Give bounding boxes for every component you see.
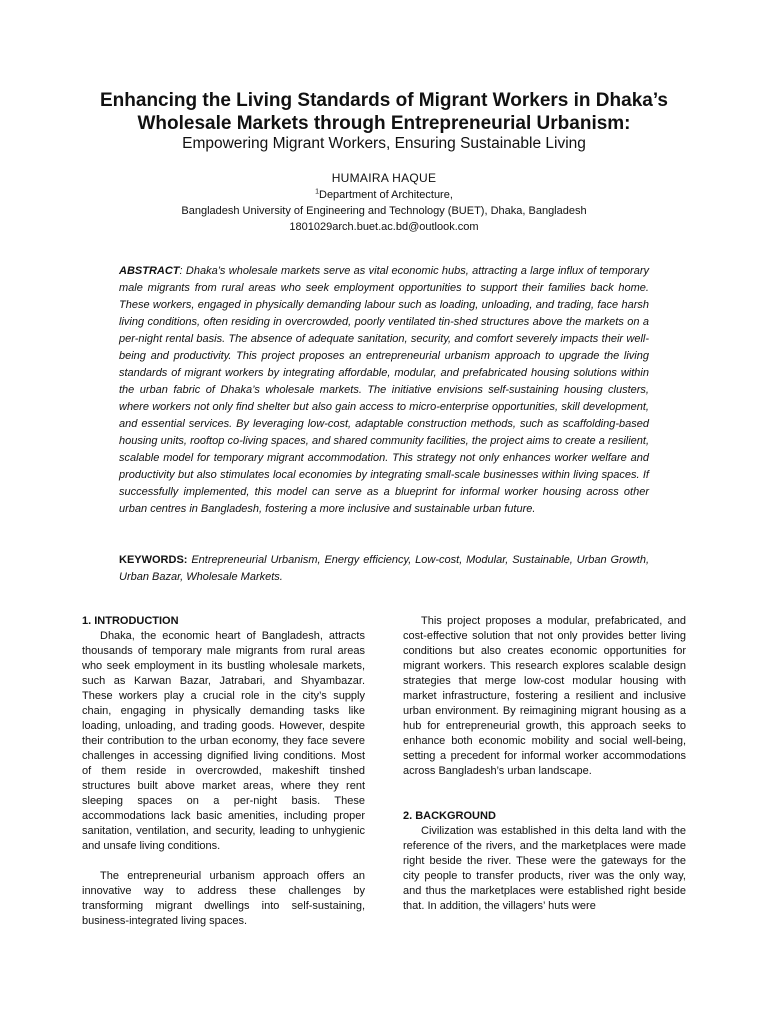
author-university: Bangladesh University of Engineering and Technology (BUET), Dhaka, Bangladesh xyxy=(181,205,587,217)
abstract xyxy=(119,263,649,518)
right-column xyxy=(403,614,686,914)
introduction-paragraph-3: This project proposes a modular, prefabricated, and cost-effective solution that not only provides better living conditions but also creates economic opportunities for migrant workers. This research explores scalable design strategies that merge low-cost modular housing with market infrastructure, fostering a resilient and inclusive urban environment. By reimagining migrant housing as a hub for entrepreneurial growth, this approach seeks to enhance both economic mobility and social well-being, setting a precedent for informal worker accommodations across Bangladesh’s urban landscape. xyxy=(403,615,686,777)
paper-title-line-1: Enhancing the Living Standards of Migrant Workers in Dhaka’s xyxy=(100,90,668,111)
author-email: 1801029arch.buet.ac.bd@outlook.com xyxy=(289,221,479,233)
abstract-label: ABSTRACT xyxy=(119,265,180,277)
paper-subtitle: Empowering Migrant Workers, Ensuring Sustainable Living xyxy=(182,135,586,152)
paper-title-line-2: Wholesale Markets through Entrepreneurial Urbanism: xyxy=(137,113,631,134)
author-name: HUMAIRA HAQUE xyxy=(331,171,437,185)
introduction-paragraph-1: Dhaka, the economic heart of Bangladesh, attracts thousands of temporary male migrants from rural areas who seek employment in its bustling wholesale markets, such as Karwan Bazar, Jatrabari, and Shyambazar. These workers play a crucial role in the city’s supply chain, engaging in physically demanding tasks like loading, unloading, and trading goods. However, despite their contribution to the urban economy, they face severe challenges in accessing dignified living conditions. Most of them reside in overcrowded, makeshift tinshed structures built above market areas, where they rent sleeping spaces on a per-night basis. These accommodations lack basic amenities, including proper sanitation, ventilation, and security, leading to unhygienic and unsafe living conditions. xyxy=(82,630,365,852)
keywords xyxy=(119,552,649,586)
introduction-paragraph-2: The entrepreneurial urbanism approach offers an innovative way to address these challenges by transforming migrant dwellings into self-sustaining, business-integrated living spaces. xyxy=(82,870,365,927)
department-text: Department of Architecture, xyxy=(319,189,453,201)
author-department xyxy=(60,188,708,203)
affiliation-superscript: 1 xyxy=(315,188,319,196)
background-heading: 2. BACKGROUND xyxy=(403,810,496,822)
introduction-heading: 1. INTRODUCTION xyxy=(82,615,179,627)
keywords-label: KEYWORDS: xyxy=(119,554,188,566)
abstract-text: : Dhaka’s wholesale markets serve as vital economic hubs, attracting a large influx of temporary male migrants from rural areas who seek employment opportunities to support their families back home. These workers, engaged in physically demanding labour such as loading, unloading, and trading, face harsh living conditions, often residing in overcrowded, poorly ventilated tin-shed structures above the markets on a per-night rental basis. The absence of adequate sanitation, security, and comfort severely impacts their well-being and productivity. This project proposes an entrepreneurial urbanism approach to upgrade the living standards of migrant workers by integrating affordable, modular, and prefabricated housing solutions within the urban fabric of Dhaka’s wholesale markets. The initiative envisions self-sustaining housing clusters, where workers not only find shelter but also gain access to micro-enterprise opportunities, skill development, and essential services. By leveraging low-cost, adaptable construction methods, such as scaffolding-based housing units, rooftop co-living spaces, and shared community facilities, the project aims to create a resilient, scalable model for temporary migrant accommodation. This strategy not only enhances worker welfare and productivity but also stimulates local economies by integrating small-scale businesses within living spaces. If successfully implemented, this model can serve as a blueprint for informal worker housing across other urban centres in Bangladesh, fostering a more inclusive and sustainable urban future. xyxy=(119,265,649,515)
background-paragraph-1: Civilization was established in this delta land with the reference of the rivers, and the marketplaces were made right beside the river. These were the gateways for the city people to transfer products, river was the only way, and thus the marketplaces were established right beside that. In addition, the villagers’ huts were xyxy=(403,825,686,912)
keywords-text: Entrepreneurial Urbanism, Energy efficiency, Low-cost, Modular, Sustainable, Urban Growth, Urban Bazar, Wholesale Markets. xyxy=(119,554,649,583)
left-column xyxy=(82,614,365,929)
